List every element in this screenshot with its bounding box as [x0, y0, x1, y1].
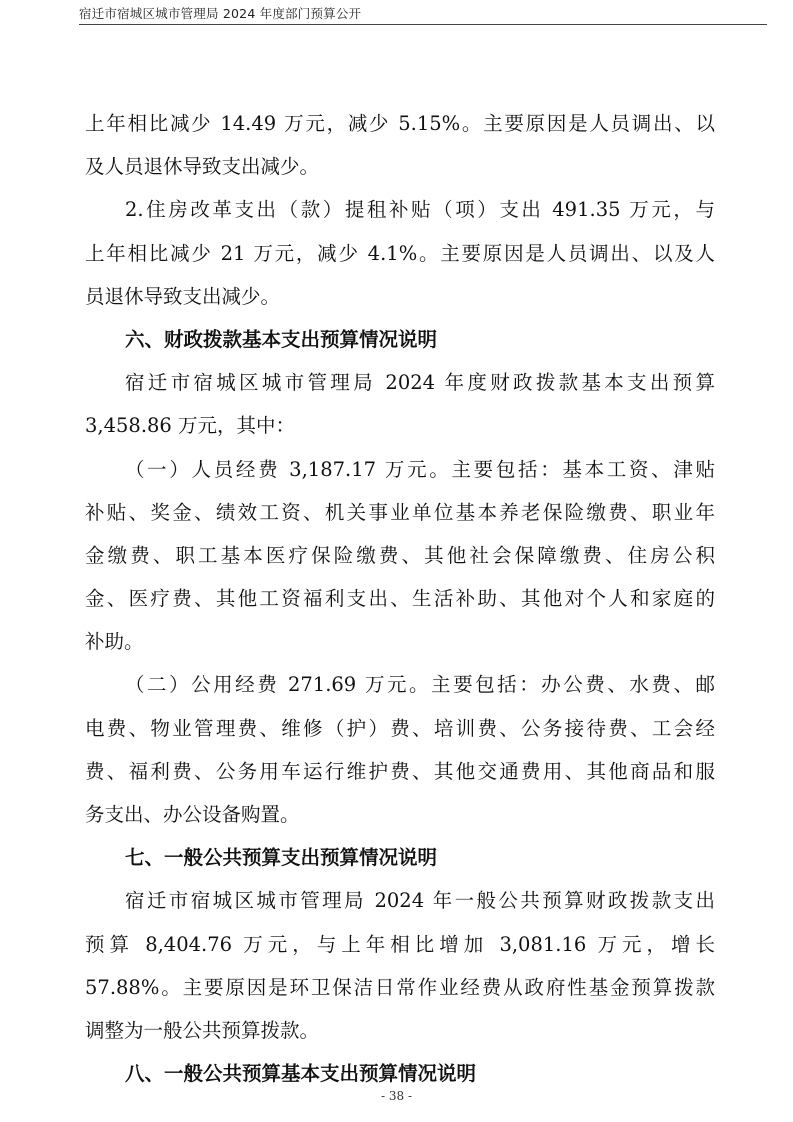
paragraph-line: 电费、物业管理费、维修（护）费、培训费、公务接待费、工会经 — [85, 716, 715, 740]
paragraph-line: 2.住房改革支出（款）提租补贴（项）支出 491.35 万元，与 — [125, 198, 715, 222]
section-heading: 七、一般公共预算支出预算情况说明 — [125, 846, 438, 870]
paragraph-line: 上年相比减少 21 万元，减少 4.1%。主要原因是人员调出、以及人 — [85, 241, 715, 265]
document-body — [85, 102, 715, 1095]
paragraph-line: 补助。 — [85, 630, 144, 654]
paragraph-line: 及人员退休导致支出减少。 — [85, 155, 320, 179]
paragraph-line: 金、医疗费、其他工资福利支出、生活补助、其他对个人和家庭的 — [85, 587, 715, 611]
page-number: - 38 - — [380, 1089, 412, 1103]
paragraph-line: 务支出、办公设备购置。 — [85, 803, 300, 826]
paragraph-line: 上年相比减少 14.49 万元，减少 5.15%。主要原因是人员调出、以 — [85, 112, 715, 135]
paragraph-line: 3,458.86 万元，其中： — [85, 414, 296, 438]
header-divider — [79, 24, 767, 25]
paragraph-line: 57.88%。主要原因是环卫保洁日常作业经费从政府性基金预算拨款 — [85, 975, 715, 999]
paragraph-line: （二）公用经费 271.69 万元。主要包括：办公费、水费、邮 — [125, 673, 715, 697]
paragraph-line: 宿迁市宿城区城市管理局 2024 年一般公共预算财政拨款支出 — [125, 889, 715, 913]
paragraph-line: 金缴费、职工基本医疗保险缴费、其他社会保障缴费、住房公积 — [85, 543, 715, 567]
paragraph-line: 调整为一般公共预算拨款。 — [85, 1018, 320, 1042]
section-heading: 八、一般公共预算基本支出预算情况说明 — [125, 1062, 477, 1086]
paragraph-line: 补贴、奖金、绩效工资、机关事业单位基本养老保险缴费、职业年 — [85, 500, 715, 524]
paragraph-line: 宿迁市宿城区城市管理局 2024 年度财政拨款基本支出预算 — [125, 371, 715, 395]
paragraph-line: 员退休导致支出减少。 — [85, 284, 281, 308]
section-heading: 六、财政拨款基本支出预算情况说明 — [125, 327, 438, 351]
page-header-title: 宿迁市宿城区城市管理局 2024 年度部门预算公开 — [79, 6, 362, 21]
paragraph-line: 预算 8,404.76 万元，与上年相比增加 3,081.16 万元，增长 — [85, 932, 715, 956]
paragraph-line: 费、福利费、公务用车运行维护费、其他交通费用、其他商品和服 — [85, 759, 715, 783]
paragraph-line: （一）人员经费 3,187.17 万元。主要包括：基本工资、津贴 — [125, 457, 715, 481]
